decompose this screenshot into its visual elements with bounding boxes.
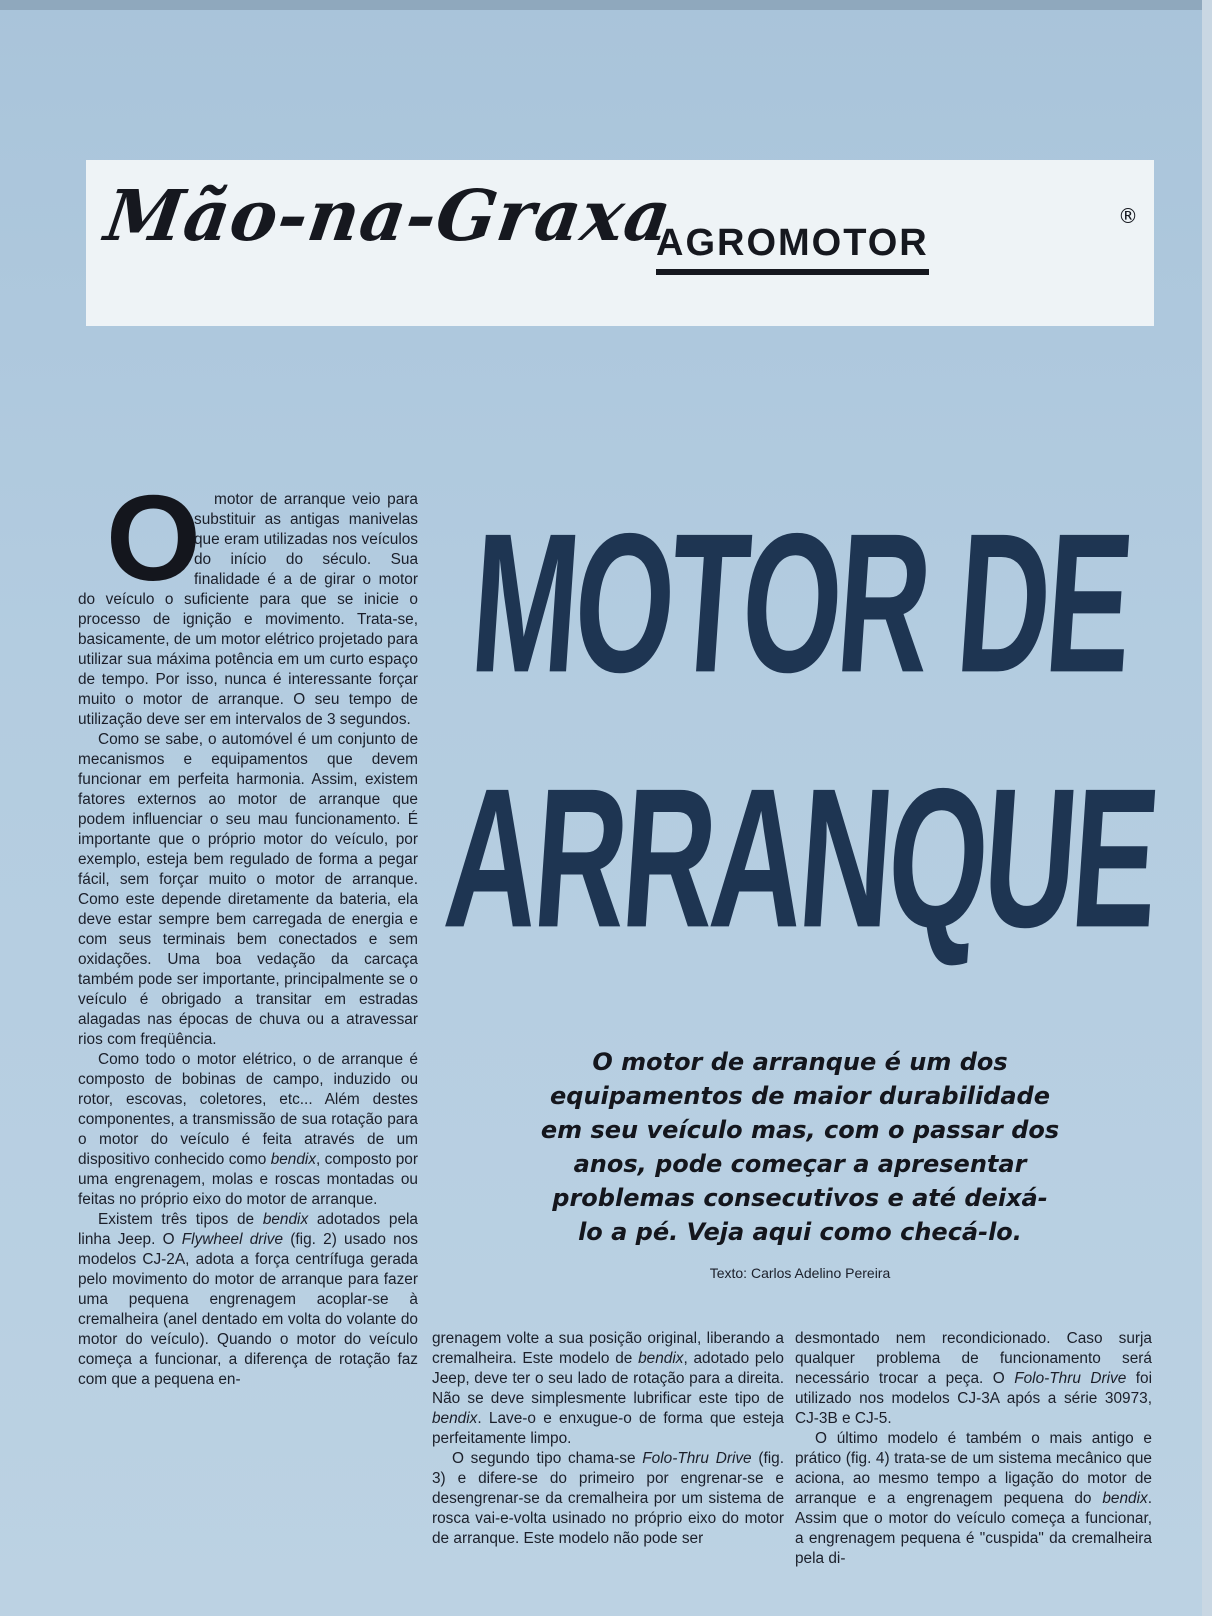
page-right-edge xyxy=(1202,0,1212,1616)
paragraph: O segundo tipo chama-se Folo-Thru Drive (fig. 3) e difere-se do primeiro por engrenar-se e desengrenar-se da cremalheira por um sistema de rosca vai-e-volta usinado no próprio eixo do motor de arranque. Este modelo não pode ser xyxy=(432,1450,784,1547)
drop-cap: O xyxy=(106,470,201,606)
lead-paragraph xyxy=(78,470,418,730)
byline: Texto: Carlos Adelino Pereira xyxy=(709,1265,891,1281)
paragraph-text: motor de arranque veio para substituir as antigas manivelas que eram utilizadas nos veículos do início do século. Sua finalidade é a de girar o motor do veículo o suficiente para que se inicie o processo de ignição e movimento. Trata-se, basicamente, de um motor elétrico projetado para utilizar sua máxima potência em um curto espaço de tempo. Por isso, nunca é interessante forçar muito o motor de arranque. O seu tempo de utilização deve ser em intervalos de 3 segundos. xyxy=(78,491,418,728)
section-title: Mão-na-Graxa xyxy=(100,174,677,257)
section-banner xyxy=(86,160,1154,326)
article-column-1 xyxy=(78,470,418,1390)
paragraph: O último modelo é também o mais antigo e prático (fig. 4) trata-se de um sistema mecânico que aciona, ao mesmo tempo a ligação do motor de arranque e a engrenagem pequena do bendix. Assim que o motor do veículo começa a funcionar, a engrenagem pequena é "cuspida" da cremalheira pela di- xyxy=(795,1430,1152,1567)
page-top-edge xyxy=(0,0,1212,10)
paragraph: desmontado nem recondicionado. Caso surja qualquer problema de funcionamento será necessário trocar a peça. O Folo-Thru Drive foi utilizado nos modelos CJ-3A após a série 30973, CJ-3B e CJ-5. xyxy=(795,1330,1152,1427)
headline-line-1: MOTOR DE xyxy=(465,493,1136,715)
brand-logo: AGROMOTOR xyxy=(656,222,929,275)
article-column-3 xyxy=(795,1329,1152,1569)
paragraph: Como todo o motor elétrico, o de arranque é composto de bobinas de campo, induzido ou rotor, escovas, coletores, etc... Além destes componentes, a transmissão de sua rotação para o motor do veículo é feita através de um dispositivo conhecido como bendix, composto por uma engrenagem, molas e roscas montadas ou feitas no próprio eixo do motor de arranque. xyxy=(78,1051,418,1208)
article-column-2 xyxy=(432,1329,784,1549)
paragraph: grenagem volte a sua posição original, liberando a cremalheira. Este modelo de bendix, adotado pelo Jeep, deve ter o seu lado de rotação para a direita. Não se deve simplesmente lubrificar este tipo de bendix. Lave-o e enxugue-o de forma que esteja perfeitamente limpo. xyxy=(432,1330,784,1447)
headline-line-2: ARRANQUE xyxy=(438,748,1162,970)
paragraph: Existem três tipos de bendix adotados pela linha Jeep. O Flywheel drive (fig. 2) usado nos modelos CJ-2A, adota a força centrífuga gerada pelo movimento do motor de arranque para fazer uma pequena engrenagem acoplar-se à cremalheira (anel dentado em volta do volante do motor do veículo). Quando o motor do veículo começa a funcionar, a diferença de rotação faz com que a pequena en- xyxy=(78,1211,418,1388)
paragraph: Como se sabe, o automóvel é um conjunto de mecanismos e equipamentos que devem funcionar em perfeita harmonia. Assim, existem fatores externos ao motor de arranque que podem influenciar o seu mau funcionamento. É importante que o próprio motor do veículo, por exemplo, esteja bem regulado de forma a pegar fácil, sem forçar muito o motor de arranque. Como este depende diretamente da bateria, ela deve estar sempre bem carregada de energia e com seus terminais bem conectados e sem oxidações. Uma boa vedação da carcaça também pode ser importante, principalmente se o veículo é obrigado a transitar em estradas alagadas nas épocas de chuva ou a atravessar rios com freqüência. xyxy=(78,731,418,1048)
registered-mark: ® xyxy=(1118,204,1138,228)
article-dek: O motor de arranque é um dos equipamentos de maior durabilidade em seu veículo mas, com o passar dos anos, pode começar a apresentar problemas consecutivos e até deixá-lo a pé. Veja aqui como checá-lo. xyxy=(540,1048,1060,1246)
